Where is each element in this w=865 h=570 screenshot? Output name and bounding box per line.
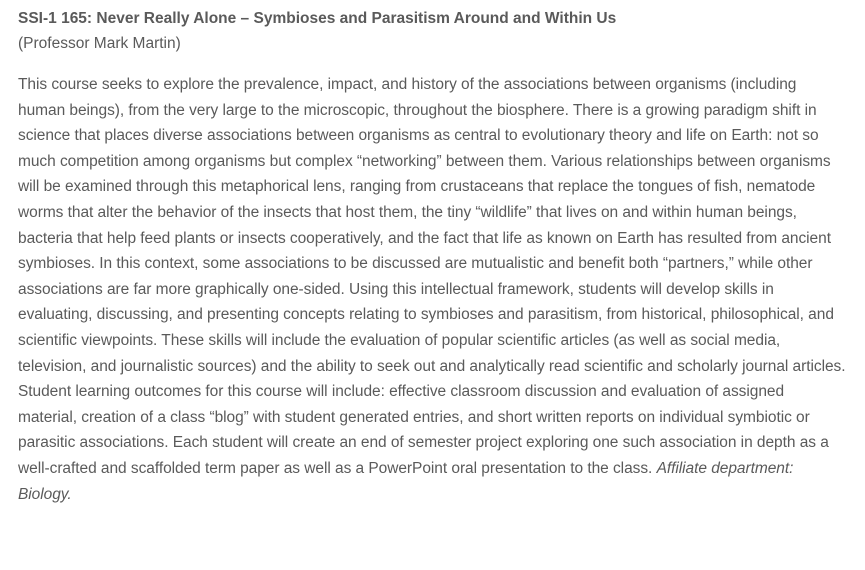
course-title: SSI-1 165: Never Really Alone – Symbioses and Parasitism Around and Within Us: [18, 10, 617, 27]
course-description-text: This course seeks to explore the prevalence, impact, and history of the associations between organisms (including human beings), from the very large to the microscopic, throughout the biosphere. There is a growing paradigm shift in science that places diverse associations between organisms as central to evolutionary theory and life on Earth: not so much competition among organisms but complex “networking” between them. Various relationships between organisms will be examined through this metaphorical lens, ranging from crustaceans that replace the tongues of fish, nematode worms that alter the behavior of the insects that host them, the tiny “wildlife” that lives on and within human beings, bacteria that help feed plants or insects cooperatively, and the fact that life as known on Earth has resulted from ancient symbioses. In this context, some associations to be discussed are mutualistic and benefit both “partners,” while other associations are far more graphically one-sided. Using this intellectual framework, students will develop skills in evaluating, discussing, and presenting concepts relating to symbioses and parasitism, from historical, philosophical, and scientific viewpoints. These skills will include the evaluation of popular scientific articles (as well as social media, television, and journalistic sources) and the ability to seek out and analytically read scientific and scholarly journal articles. Student learning outcomes for this course will include: effective classroom discussion and evaluation of assigned material, creation of a class “blog” with student generated entries, and short written reports on individual symbiotic or parasitic associations. Each student will create an end of semester project exploring one such association in depth as a well-crafted and scaffolded term paper as well as a PowerPoint oral presentation to the class.: [18, 76, 846, 477]
affiliate-department: Affiliate department: Biology.: [18, 459, 794, 503]
course-instructor: (Professor Mark Martin): [18, 35, 181, 52]
course-description: [18, 72, 847, 507]
